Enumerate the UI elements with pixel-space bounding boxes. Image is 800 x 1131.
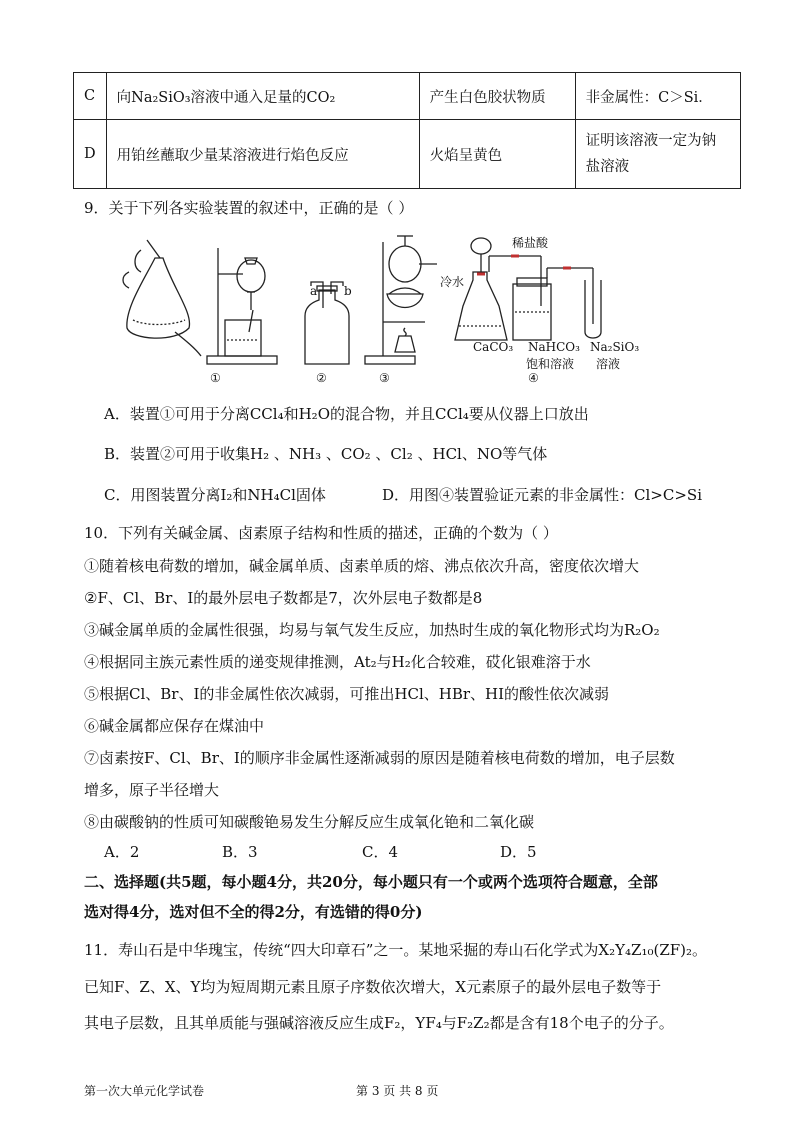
q10-statement-7: ⑦卤素按F、Cl、Br、I的顺序非金属性逐渐减弱的原因是随着核电荷数的增加，电子层数: [84, 749, 675, 767]
question-9-stem: 9．关于下列各实验装置的叙述中，正确的是（ ）: [84, 199, 414, 217]
q10-option-c: C．4: [362, 843, 399, 861]
label-na2sio3: Na₂SiO₃: [590, 340, 640, 354]
section-2-heading: 二、选择题(共5题，每小题4分，共20分，每小题只有一个或两个选项符合题意，全部: [84, 873, 658, 891]
q9-option-b: B．装置②可用于收集H₂ 、NH₃ 、CO₂ 、Cl₂ 、HCl、NO等气体: [104, 445, 548, 463]
question-11-line-3: 其电子层数，且其单质能与强碱溶液反应生成F₂，YF₄与F₂Z₂都是含有18个电子的分子。: [84, 1014, 674, 1032]
q10-statement-7-cont: 增多，原子半径增大: [84, 781, 220, 799]
label-nahco3: NaHCO₃: [528, 340, 580, 354]
table-row: [74, 73, 741, 120]
label-1: ①: [210, 371, 221, 385]
label-cold-water: 冷水: [440, 275, 465, 289]
q9-option-a: A．装置①可用于分离CCl₄和H₂O的混合物，并且CCl₄要从仪器上口放出: [104, 405, 589, 423]
label-4: ④: [528, 371, 539, 385]
q9-option-d: D．用图④装置验证元素的非金属性：Cl>C>Si: [382, 486, 702, 504]
row-phenomenon: 产生白色胶状物质: [419, 73, 575, 120]
label-dilute-hcl: 稀盐酸: [512, 236, 549, 250]
apparatus-1-hand-funnel: [123, 240, 201, 356]
row-conclusion: [575, 120, 740, 189]
question-11-line-1: 11．寿山石是中华瑰宝，传统“四大印章石”之一。某地采掘的寿山石化学式为X₂Y₄Z₁₀(ZF)₂。: [84, 941, 708, 959]
conclusion-line: 证明该溶液一定为钠: [585, 133, 717, 149]
label-saturated: 饱和溶液: [526, 357, 575, 371]
q10-option-b: B．3: [222, 843, 258, 861]
apparatus-1-stand: [207, 248, 277, 364]
q10-statement-6: ⑥碱金属都应保存在煤油中: [84, 717, 265, 735]
q9-option-c: C．用图装置分离I₂和NH₄Cl固体: [104, 486, 326, 504]
options-table: [73, 72, 741, 189]
q10-statement-4: ④根据同主族元素性质的递变规律推测，At₂与H₂化合较难，砹化银难溶于水: [84, 653, 591, 671]
label-b: b: [344, 284, 352, 298]
q10-statement-5: ⑤根据Cl、Br、I的非金属性依次减弱，可推出HCl、HBr、HI的酸性依次减弱: [84, 685, 610, 703]
label-a: a: [310, 284, 318, 298]
q10-option-a: A．2: [104, 843, 140, 861]
row-operation: 向Na₂SiO₃溶液中通入足量的CO₂: [106, 73, 419, 120]
q10-statement-8: ⑧由碳酸钠的性质可知碳酸铯易发生分解反应生成氧化铯和二氧化碳: [84, 813, 535, 831]
q10-statement-1: ①随着核电荷数的增加，碱金属单质、卤素单质的熔、沸点依次升高，密度依次增大: [84, 557, 640, 575]
section-2-heading-cont: 选对得4分，选对但不全的得2分，有选错的得0分): [84, 903, 423, 921]
table-row: [74, 120, 741, 189]
q10-option-d: D．5: [500, 843, 537, 861]
label-2: ②: [316, 371, 327, 385]
question-10-stem: 10．下列有关碱金属、卤素原子结构和性质的描述，正确的个数为（ ）: [84, 524, 558, 542]
label-caco3: CaCO₃: [473, 340, 514, 354]
row-letter: D: [74, 120, 107, 189]
row-letter: C: [74, 73, 107, 120]
q10-statement-2: ②F、Cl、Br、I的最外层电子数都是7，次外层电子数都是8: [84, 589, 483, 607]
row-phenomenon: 火焰呈黄色: [419, 120, 575, 189]
apparatus-4-acid-chain: [455, 238, 601, 340]
q10-statement-3: ③碱金属单质的金属性很强，均易与氧气发生反应，加热时生成的氧化物形式均为R₂O₂: [84, 621, 660, 639]
question-11-line-2: 已知F、Z、X、Y均为短周期元素且原子序数依次增大，X元素原子的最外层电子数等于: [84, 978, 662, 996]
label-3: ③: [379, 371, 390, 385]
row-conclusion: 非金属性：C＞Si．: [575, 73, 740, 120]
row-operation: 用铂丝蘸取少量某溶液进行焰色反应: [106, 120, 419, 189]
footer-exam-title: 第一次大单元化学试卷: [84, 1084, 205, 1098]
conclusion-line: 盐溶液: [585, 159, 630, 175]
apparatus-3-sublimation: [365, 236, 437, 364]
footer-page-number: 第 3 页 共 8 页: [356, 1084, 439, 1098]
label-solution: 溶液: [596, 357, 621, 371]
